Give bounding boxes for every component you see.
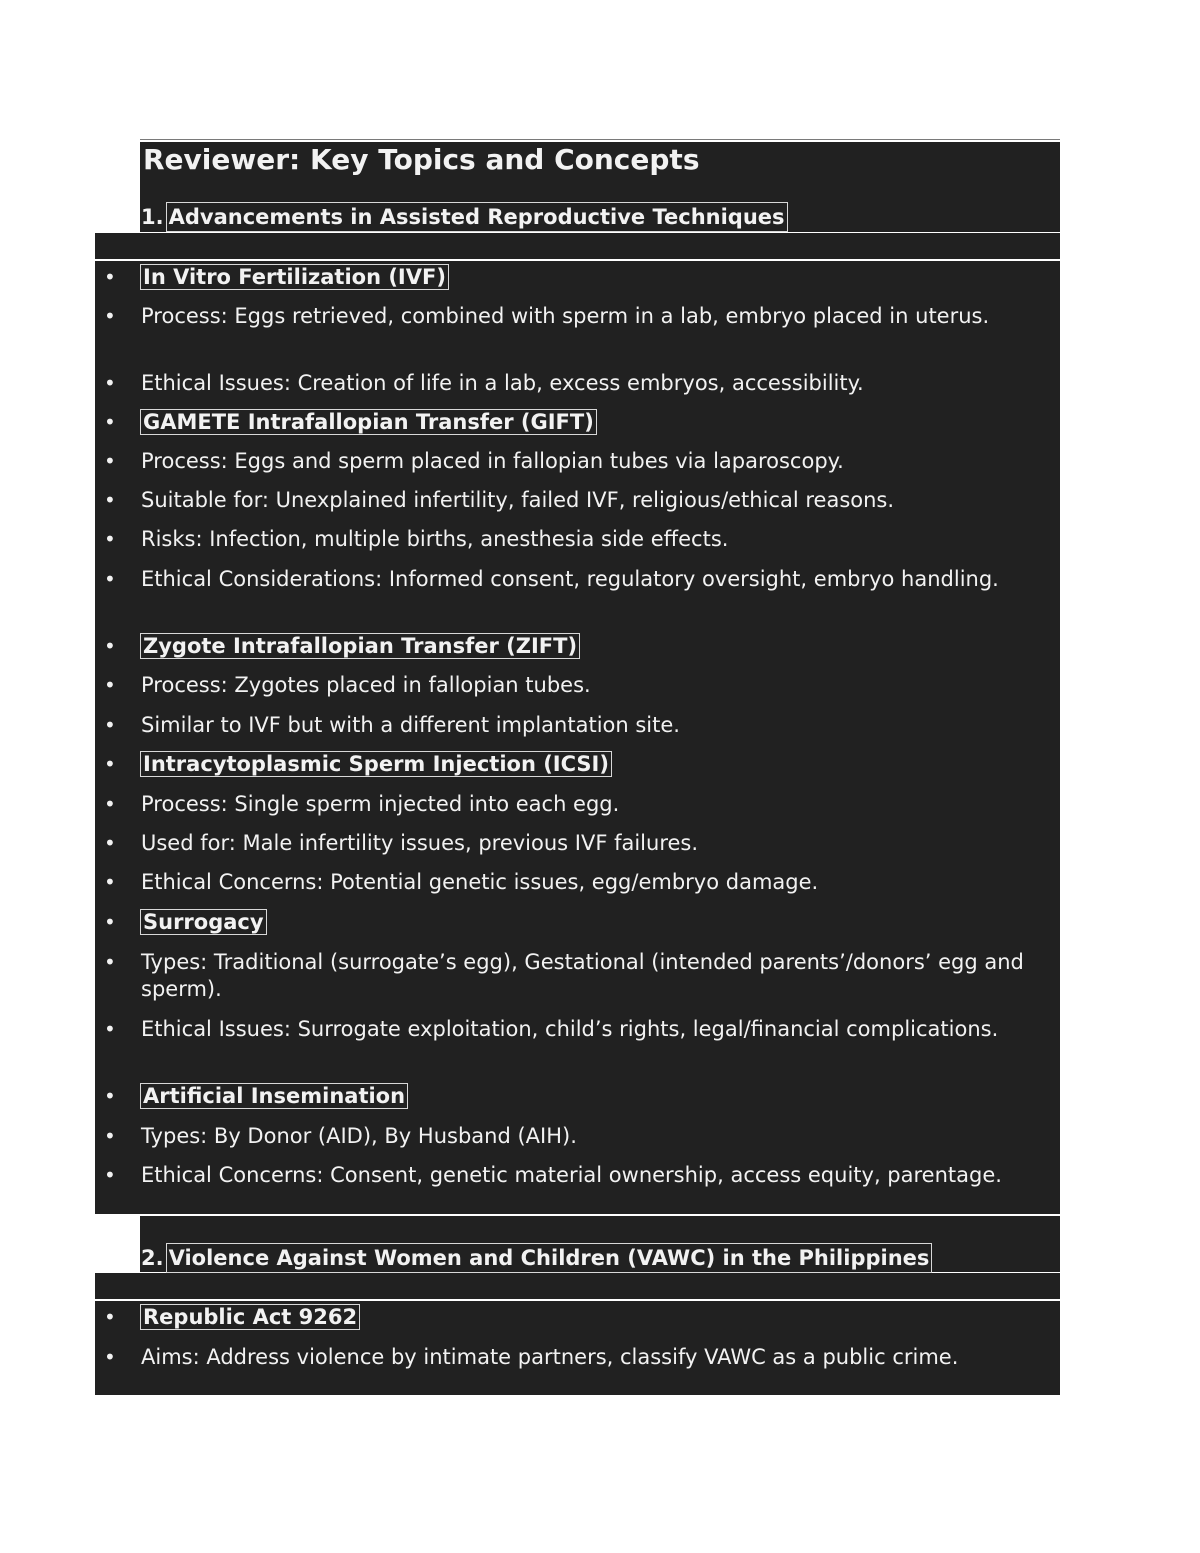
bullet-icon: •	[104, 410, 116, 434]
list-item-text: Aims: Address violence by intimate partners, classify VAWC as a public crime.	[141, 1345, 959, 1369]
list-subheading-label: Intracytoplasmic Sperm Injection (ICSI)	[143, 752, 609, 776]
bullet-icon: •	[104, 488, 116, 512]
bullet-icon: •	[104, 950, 116, 974]
list-item-text: Ethical Issues: Surrogate exploitation, child’s rights, legal/financial complications.	[141, 1017, 999, 1041]
list-item-text: Ethical Concerns: Consent, genetic material ownership, access equity, parentage.	[141, 1163, 1002, 1187]
list-item-text: Types: Traditional (surrogate’s egg), Gestational (intended parents’/donors’ egg and sperm).	[141, 950, 1024, 1001]
list-item-text	[141, 1304, 1041, 1331]
section-1-title: Advancements in Assisted Reproductive Techniques	[168, 205, 785, 229]
list-item-text: Ethical Considerations: Informed consent, regulatory oversight, embryo handling.	[141, 567, 999, 591]
section-1-number: 1.	[141, 205, 164, 229]
list-subheading-label: GAMETE Intrafallopian Transfer (GIFT)	[143, 410, 594, 434]
bullet-icon: •	[104, 673, 116, 697]
bullet-icon: •	[104, 1124, 116, 1148]
bullet-icon: •	[104, 634, 116, 658]
list-subheading-label: Zygote Intrafallopian Transfer (ZIFT)	[143, 634, 578, 658]
spacer-band	[95, 233, 1060, 259]
list-item-text: Ethical Concerns: Potential genetic issues, egg/embryo damage.	[141, 870, 819, 894]
list-subheading-label: In Vitro Fertilization (IVF)	[143, 265, 446, 289]
section-2-number: 2.	[141, 1246, 164, 1270]
bullet-icon: •	[104, 910, 116, 934]
section-1-heading	[141, 203, 787, 231]
section-2-title: Violence Against Women and Children (VAWC) in the Philippines	[168, 1246, 930, 1270]
list-subheading-label: Artificial Insemination	[143, 1084, 406, 1108]
list-item-text: Types: By Donor (AID), By Husband (AIH).	[141, 1124, 577, 1148]
list-item-text: Similar to IVF but with a different implantation site.	[141, 713, 680, 737]
list-item-text	[141, 751, 1041, 778]
bullet-icon: •	[104, 304, 116, 328]
list-item-text: Used for: Male infertility issues, previous IVF failures.	[141, 831, 699, 855]
list-item-text	[141, 1083, 1041, 1110]
list-item-text: Process: Single sperm injected into each egg.	[141, 792, 620, 816]
list-item-text: Ethical Issues: Creation of life in a lab, excess embryos, accessibility.	[141, 371, 864, 395]
section-1-list	[95, 261, 1060, 1214]
list-item-text: Risks: Infection, multiple births, anesthesia side effects.	[141, 527, 729, 551]
section-2-heading	[141, 1244, 931, 1272]
list-subheading-label: Surrogacy	[143, 910, 264, 934]
bullet-icon: •	[104, 1305, 116, 1329]
bullet-icon: •	[104, 1017, 116, 1041]
page-title: Reviewer: Key Topics and Concepts	[143, 143, 700, 176]
list-item-text: Suitable for: Unexplained infertility, failed IVF, religious/ethical reasons.	[141, 488, 895, 512]
bullet-icon: •	[104, 831, 116, 855]
list-item-text: Process: Eggs retrieved, combined with sperm in a lab, embryo placed in uterus.	[141, 304, 990, 328]
bullet-icon: •	[104, 449, 116, 473]
list-item-text: Process: Zygotes placed in fallopian tubes.	[141, 673, 591, 697]
section-2-list	[95, 1301, 1060, 1395]
list-item-text	[141, 633, 1041, 660]
bullet-icon: •	[104, 792, 116, 816]
spacer-band	[95, 1273, 1060, 1299]
list-subheading-label: Republic Act 9262	[143, 1305, 358, 1329]
bullet-icon: •	[104, 870, 116, 894]
top-rule	[140, 139, 1060, 140]
bullet-icon: •	[104, 1345, 116, 1369]
bullet-icon: •	[104, 713, 116, 737]
list-item-text	[141, 409, 1041, 436]
bullet-icon: •	[104, 1163, 116, 1187]
list-item-text	[141, 264, 1041, 291]
bullet-icon: •	[104, 527, 116, 551]
bullet-icon: •	[104, 1084, 116, 1108]
list-item-text: Process: Eggs and sperm placed in fallopian tubes via laparoscopy.	[141, 449, 844, 473]
bullet-icon: •	[104, 265, 116, 289]
bullet-icon: •	[104, 371, 116, 395]
bullet-icon: •	[104, 567, 116, 591]
bullet-icon: •	[104, 752, 116, 776]
list-item-text	[141, 909, 1041, 936]
